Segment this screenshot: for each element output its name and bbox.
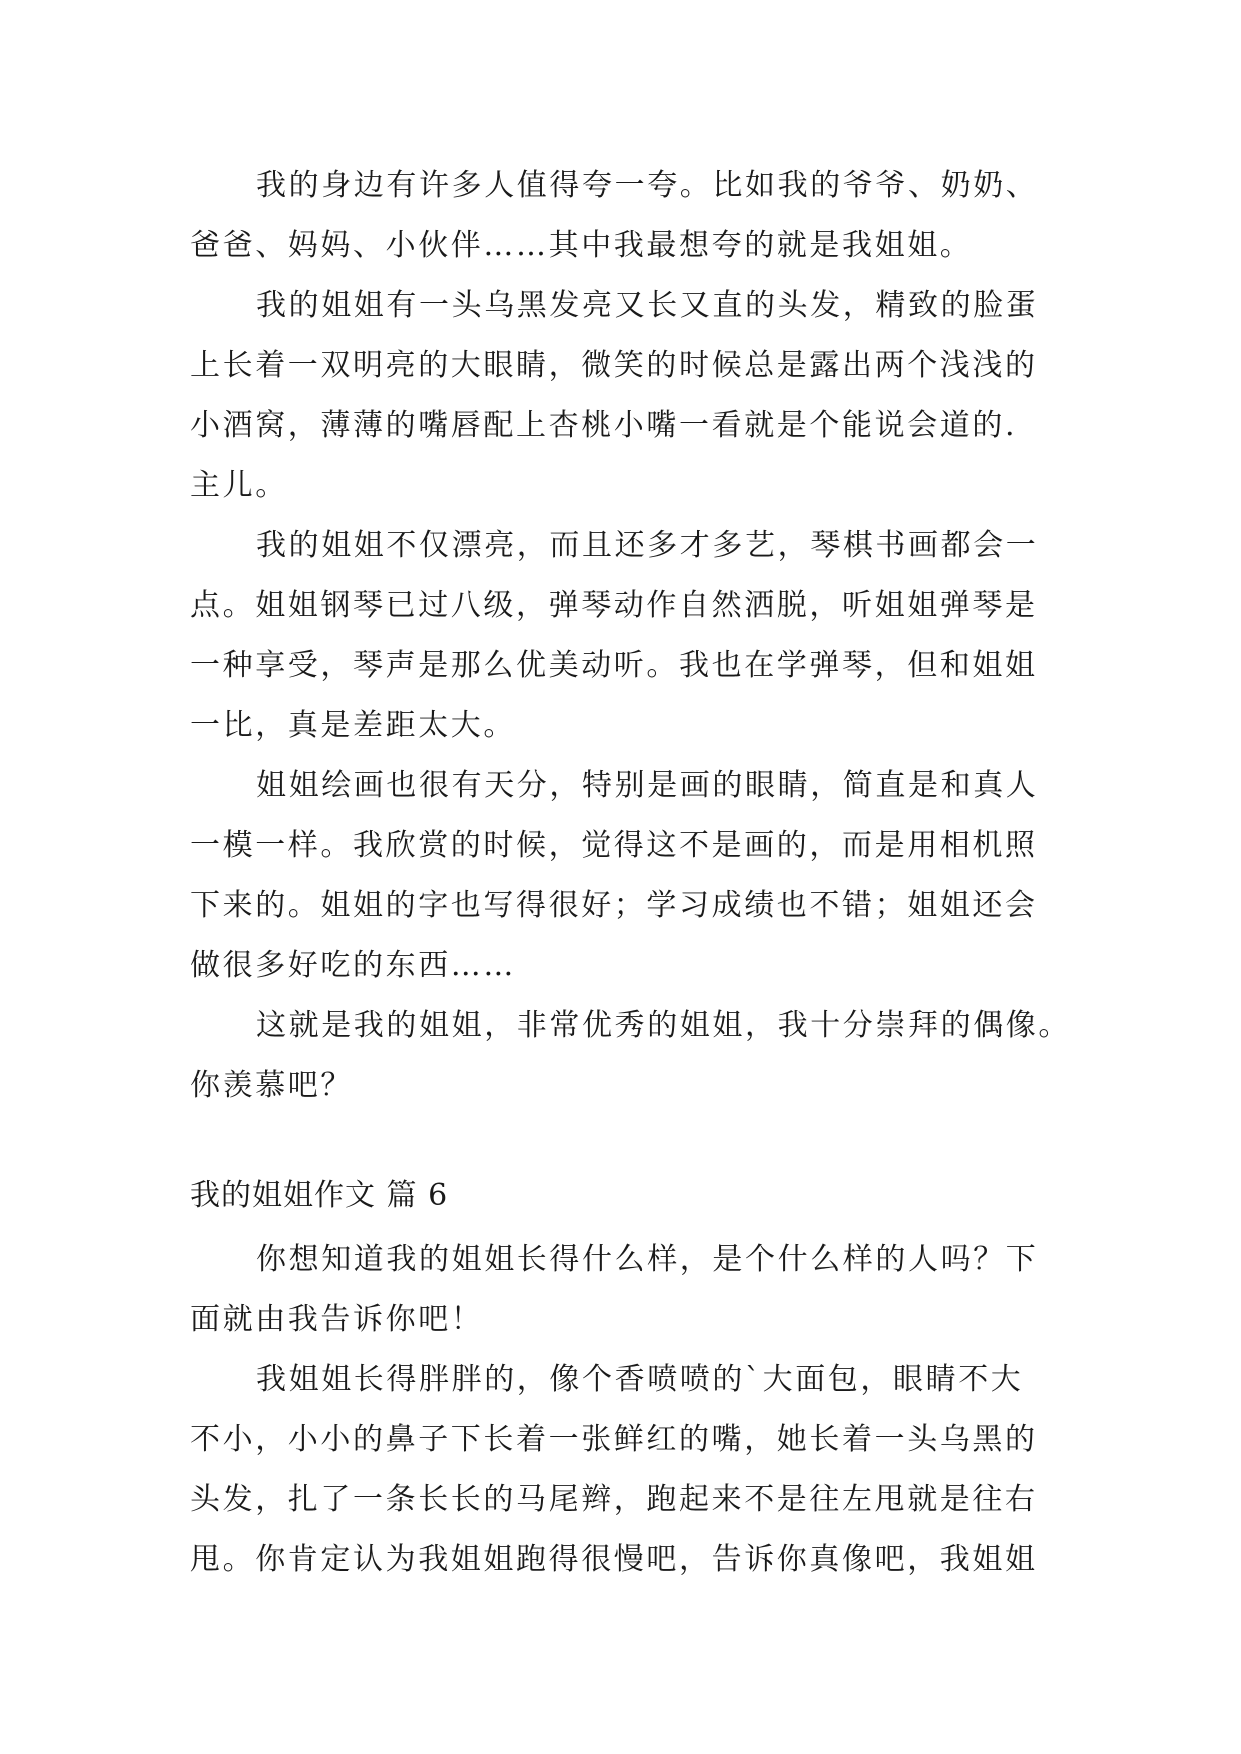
paragraph-line: 你羡慕吧？ [190,1068,353,1103]
paragraph-line: 头发，扎了一条长长的马尾辫，跑起来不是往左甩就是往右 [190,1482,1038,1517]
paragraph-line: 姐姐绘画也很有天分，特别是画的眼睛，简直是和真人 [256,768,1039,803]
paragraph-line: 点。姐姐钢琴已过八级，弹琴动作自然洒脱，听姐姐弹琴是 [190,588,1038,623]
paragraph-line: 做很多好吃的东西…… [190,948,516,983]
paragraph-line: 上长着一双明亮的大眼睛，微笑的时候总是露出两个浅浅的 [190,348,1038,383]
paragraph-line: 我姐姐长得胖胖的，像个香喷喷的`大面包，眼睛不大 [256,1362,1024,1397]
paragraph-line: 一种享受，琴声是那么优美动听。我也在学弹琴，但和姐姐 [190,648,1038,683]
paragraph-line: 不小，小小的鼻子下长着一张鲜红的嘴，她长着一头乌黑的 [190,1422,1038,1457]
paragraph-line: 面就由我告诉你吧！ [190,1302,484,1337]
paragraph-line: 我的姐姐有一头乌黑发亮又长又直的头发，精致的脸蛋 [256,288,1039,323]
paragraph-line: 我的姐姐不仅漂亮，而且还多才多艺，琴棋书画都会一 [256,528,1039,563]
paragraph-line: 一模一样。我欣赏的时候，觉得这不是画的，而是用相机照 [190,828,1038,863]
paragraph-line: 下来的。姐姐的字也写得很好；学习成绩也不错；姐姐还会 [190,888,1038,923]
essay-heading: 我的姐姐作文 篇 6 [190,1178,449,1213]
paragraph-line: 主儿。 [190,468,288,503]
paragraph-line: 小酒窝，薄薄的嘴唇配上杏桃小嘴一看就是个能说会道的. [190,408,1018,443]
paragraph-line: 我的身边有许多人值得夸一夸。比如我的爷爷、奶奶、 [256,168,1039,203]
paragraph-line: 甩。你肯定认为我姐姐跑得很慢吧，告诉你真像吧，我姐姐 [190,1542,1038,1577]
paragraph-line: 你想知道我的姐姐长得什么样，是个什么样的人吗？下 [256,1242,1039,1277]
paragraph-line: 爸爸、妈妈、小伙伴……其中我最想夸的就是我姐姐。 [190,228,973,263]
paragraph-line: 一比，真是差距太大。 [190,708,516,743]
paragraph-line: 这就是我的姐姐，非常优秀的姐姐，我十分崇拜的偶像。 [256,1008,1071,1043]
